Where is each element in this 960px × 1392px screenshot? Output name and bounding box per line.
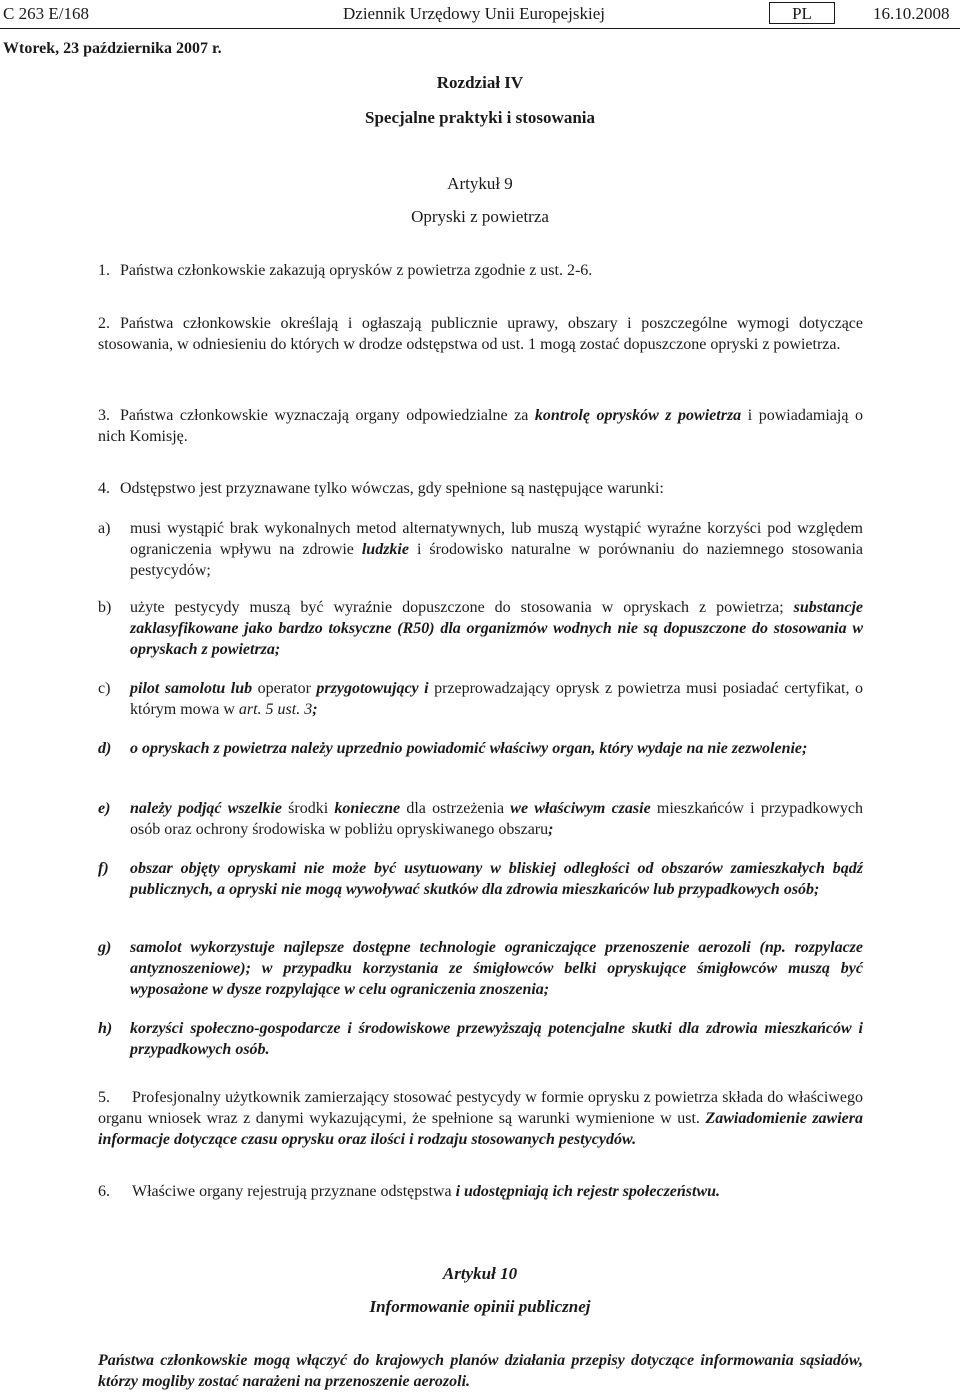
condition-e — [98, 798, 863, 840]
paragraph-text: Profesjonalny użytkownik zamierzający stosować pestycydy w formie oprysku z powietrza składa do właściwego organu wniosek wraz z danymi wykazującymi, że spełnione są warunki wymienione w ust. — [98, 1089, 863, 1127]
publication-date: 16.10.2008 — [873, 4, 950, 23]
sitting-date: Wtorek, 23 października 2007 r. — [3, 40, 222, 57]
paragraph-number: 2. — [98, 315, 110, 332]
paragraph-5 — [98, 1087, 863, 1150]
condition-text: samolot wykorzystuje najlepsze dostępne technologie ograniczające przenoszenie aerozoli (np. rozpylacze antyznoszeniowe); w przypadku korzystania ze śmigłowców belki opryskujące śmigłowców muszą być wyposażone w dysze rozpylające w celu ograniczenia znoszenia; — [130, 939, 863, 998]
paragraph-2 — [98, 313, 863, 355]
amended-text: pilot samolotu lub — [130, 680, 253, 697]
amended-text: należy podjąć wszelkie — [130, 800, 282, 817]
language-badge: PL — [769, 2, 835, 24]
article-10-text: Państwa członkowskie mogą włączyć do krajowych planów działania przepisy dotyczące informowania sąsiadów, którzy mogliby zostać narażeni na przenoszenie aerozoli. — [98, 1352, 863, 1390]
condition-text: korzyści społeczno-gospodarcze i środowiskowe przewyższają potencjalne skutki dla zdrowia mieszkańców i przypadkowych osób. — [130, 1020, 863, 1058]
article-10-subtitle: Informowanie opinii publicznej — [369, 1297, 591, 1316]
paragraph-number: 1. — [98, 262, 110, 279]
condition-c — [98, 678, 863, 720]
condition-label: g) — [98, 939, 112, 956]
paragraph-text: Państwa członkowskie wyznaczają organy odpowiedzialne za — [120, 407, 535, 424]
amended-text: ; — [312, 701, 318, 718]
article-10-title: Artykuł 10 — [442, 1264, 518, 1283]
condition-d — [98, 738, 863, 759]
paragraph-6 — [98, 1181, 863, 1202]
condition-label: e) — [98, 800, 111, 817]
paragraph-text: i powiadamiają o nich Komisję. — [98, 407, 863, 445]
paragraph-text: Państwa członkowskie zakazują oprysków z powietrza zgodnie z ust. 2-6. — [120, 262, 593, 279]
condition-text: mieszkańców i przypadkowych osób oraz ochrony środowiska w pobliżu opryskiwanego obszaru — [130, 800, 864, 838]
amended-text: ludzkie — [361, 541, 409, 558]
amended-text: kontrolę oprysków z powietrza — [534, 407, 742, 424]
article-9-subtitle: Opryski z powietrza — [411, 207, 549, 226]
article-9-title: Artykuł 9 — [447, 174, 513, 193]
amended-text: Zawiadomienie zawiera informacje dotyczące czasu oprysku oraz ilości i rodzaju stosowanych pestycydów. — [98, 1110, 864, 1148]
chapter-title: Specjalne praktyki i stosowania — [365, 108, 595, 127]
paragraph-text: Właściwe organy rejestrują przyznane odstępstwa — [132, 1183, 456, 1200]
journal-header — [0, 0, 960, 28]
condition-text: o opryskach z powietrza należy uprzednio powiadomić właściwy organ, który wydaje na nie zezwolenie; — [130, 740, 808, 757]
condition-text: środki — [281, 800, 335, 817]
amended-text: konieczne — [334, 800, 401, 817]
paragraph-3 — [98, 405, 863, 447]
paragraph-number: 3. — [98, 407, 110, 424]
condition-b — [98, 597, 863, 660]
condition-text: przeprowadzający oprysk z powietrza musi posiadać certyfikat, o którym mowa w — [130, 680, 863, 718]
condition-h — [98, 1018, 863, 1060]
paragraph-number: 6. — [98, 1183, 110, 1200]
condition-label: h) — [98, 1020, 113, 1037]
condition-label: d) — [98, 740, 112, 757]
amended-text: i udostępniają ich rejestr społeczeństwu. — [455, 1183, 721, 1200]
amended-text: przygotowujący i — [316, 680, 429, 697]
amended-text: we właściwym czasie — [510, 800, 651, 817]
condition-f — [98, 858, 863, 900]
paragraph-1 — [98, 260, 863, 281]
condition-text: musi wystąpić brak wykonalnych metod alternatywnych, lub muszą wystąpić wyraźne korzyści pod względem ograniczenia wpływu na zdrowie — [130, 520, 863, 558]
paragraph-4 — [98, 478, 863, 499]
condition-label: f) — [98, 860, 109, 877]
paragraph-text: Państwa członkowskie określają i ogłaszają publicznie uprawy, obszary i poszczególne wymogi dotyczące stosowania, w odniesieniu do których w drodze odstępstwa od ust. 1 mogą zostać dopuszczone opryski z powietrza. — [98, 315, 863, 353]
paragraph-number: 4. — [98, 480, 110, 497]
paragraph-number: 5. — [98, 1089, 110, 1106]
condition-g — [98, 937, 863, 1000]
amended-reference: art. 5 ust. 3 — [238, 701, 313, 718]
condition-text: użyte pestycydy muszą być wyraźnie dopuszczone do stosowania w opryskach z powietrza; — [130, 599, 794, 616]
condition-text: obszar objęty opryskami nie może być usytuowany w bliskiej odległości od obszarów zamieszkałych bądź publicznych, a opryski nie mogą wywoływać skutków dla zdrowia mieszkańców lub przypadkowych osób; — [130, 860, 863, 898]
journal-reference: C 263 E/168 — [3, 4, 89, 23]
condition-a — [98, 518, 863, 581]
amended-text: ; — [548, 821, 554, 838]
header-divider — [0, 28, 960, 29]
condition-text: i środowisko naturalne w porównaniu do naziemnego stosowania pestycydów; — [130, 541, 863, 579]
paragraph-text: Odstępstwo jest przyznawane tylko wówczas, gdy spełnione są następujące warunki: — [120, 480, 664, 497]
amended-text: substancje zaklasyfikowane jako bardzo toksyczne (R50) dla organizmów wodnych nie są dopuszczone do stosowania w opryskach z powietrza; — [130, 599, 863, 658]
condition-label: c) — [98, 680, 111, 697]
condition-text: dla ostrzeżenia — [400, 800, 511, 817]
journal-title: Dziennik Urzędowy Unii Europejskiej — [343, 4, 606, 23]
condition-label: b) — [98, 599, 112, 616]
condition-label: a) — [98, 520, 111, 537]
condition-text: operator — [252, 680, 317, 697]
chapter-number: Rozdział IV — [436, 73, 524, 92]
